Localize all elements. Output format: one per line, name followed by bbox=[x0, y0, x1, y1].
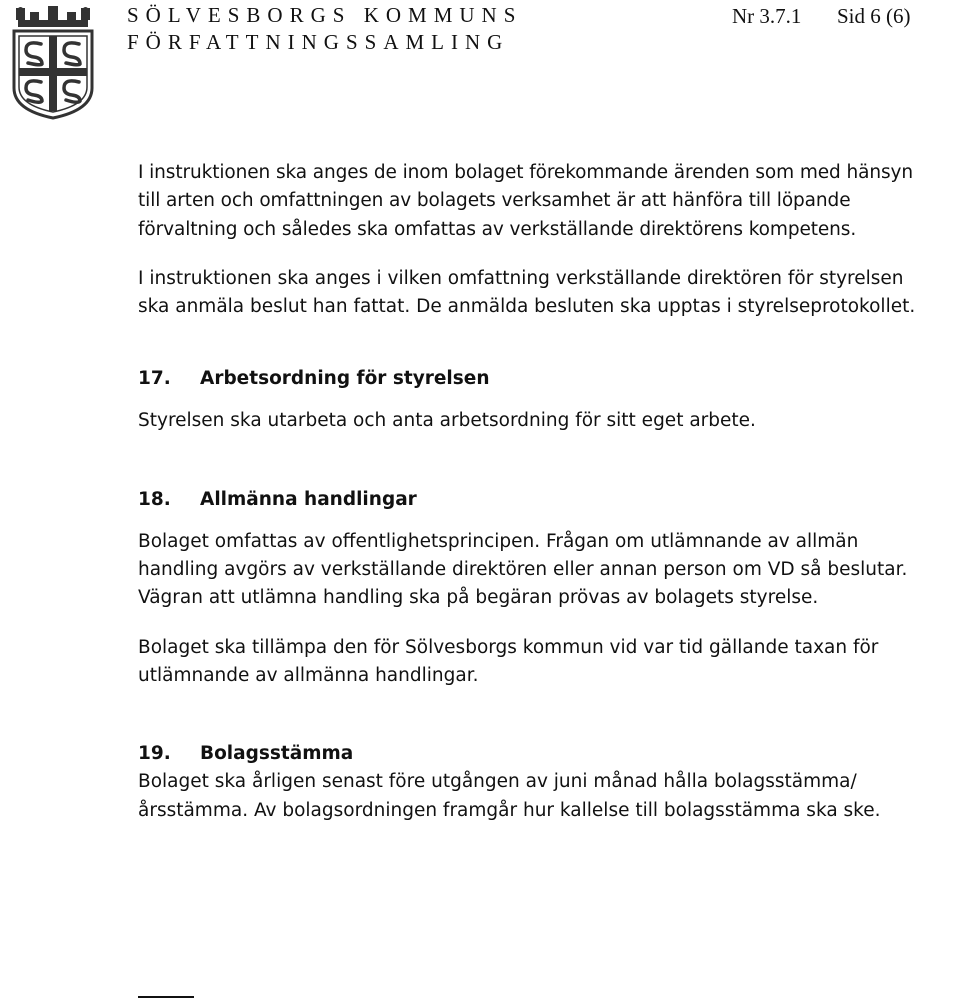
paragraph-work-procedure: Styrelsen ska utarbeta och anta arbetsordning för sitt eget arbete. bbox=[138, 410, 756, 432]
paragraph-general-meeting: Bolaget ska årligen senast före utgången av juni månad hålla bolagsstämma/årsstämma. Av bolagsordningen framgår hur kallelse till bolagsstämma ska ske. bbox=[138, 771, 881, 821]
page-number: Sid 6 (6) bbox=[837, 4, 911, 28]
paragraph-fee-schedule: Bolaget ska tillämpa den för Sölvesborgs kommun vid var tid gällande taxan för utlämnande av allmänna handlingar. bbox=[138, 636, 879, 686]
paragraph-instruction-matters: I instruktionen ska anges de inom bolaget förekommande ärenden som med hänsyn till arten och omfattningen av bolagets verksamhet är att hänföra till löpande förvaltning och således ska omfattas av verkställande direktörens kompetens. bbox=[138, 162, 913, 240]
document-body bbox=[138, 159, 938, 825]
section-title: Bolagsstämma bbox=[200, 743, 354, 765]
paragraph-public-access: Bolaget omfattas av offentlighetsprincipen. Frågan om utlämnande av allmän handling avgörs av verkställande direktören eller annan person om VD så beslutar. Vägran att utlämna handling ska på begäran prövas av bolagets styrelse. bbox=[138, 530, 908, 609]
section-title: Allmänna handlingar bbox=[200, 488, 417, 510]
section-heading-17 bbox=[138, 365, 938, 393]
header-municipality-name: SÖLVESBORGS KOMMUNS bbox=[127, 3, 523, 27]
section-number: 17. bbox=[138, 368, 171, 390]
header-collection-name: FÖRFATTNINGSSAMLING bbox=[127, 30, 510, 54]
section-number: 19. bbox=[138, 743, 171, 765]
section-heading-18 bbox=[138, 486, 938, 514]
paragraph-instruction-reporting: I instruktionen ska anges i vilken omfattning verkställande direktören för styrelsen ska anmäla beslut han fattat. De anmälda besluten ska upptas i styrelseprotokollet. bbox=[138, 267, 916, 318]
section-heading-19 bbox=[138, 740, 938, 768]
municipal-coat-of-arms-icon bbox=[8, 6, 98, 120]
section-title: Arbetsordning för styrelsen bbox=[200, 368, 490, 390]
section-number: 18. bbox=[138, 488, 171, 510]
document-number: Nr 3.7.1 bbox=[732, 4, 802, 28]
footnote-separator bbox=[138, 996, 194, 998]
